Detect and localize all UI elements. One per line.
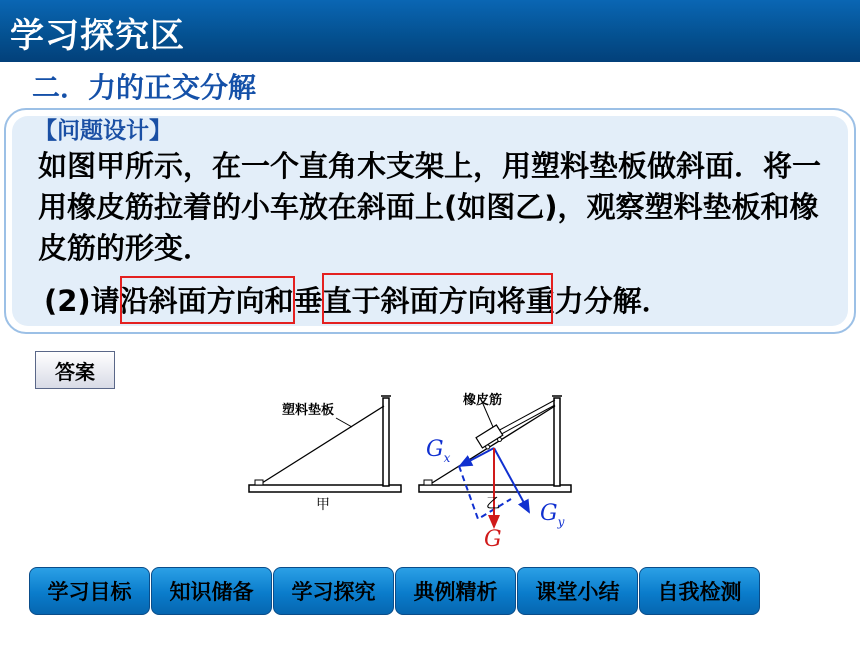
gy-label: $G_y$ [540, 501, 565, 529]
left-figure-label: 塑料垫板 [282, 403, 335, 418]
nav-examples-button[interactable]: 典例精析 [395, 567, 516, 615]
right-figure-label: 橡皮筋 [463, 393, 503, 408]
right-post [554, 398, 560, 486]
problem-label: 【问题设计】 [34, 118, 172, 144]
page-title: 学习探究区 [10, 16, 185, 56]
nav-summary-button[interactable]: 课堂小结 [517, 567, 638, 615]
left-leader-line [336, 418, 352, 427]
gravity-label: G [484, 527, 502, 552]
section-subtitle: 二．力的正交分解 [32, 71, 257, 104]
nav-learning-goals-button[interactable]: 学习目标 [29, 567, 150, 615]
problem-text: 如图甲所示，在一个直角木支架上，用塑料垫板做斜面．将一用橡皮筋拉着的小车放在斜面上(如图乙)，观察塑料垫板和橡皮筋的形变． [38, 149, 822, 265]
nav-knowledge-prep-button[interactable]: 知识储备 [151, 567, 272, 615]
left-base [249, 485, 401, 492]
figure-right [419, 392, 571, 552]
left-hinge [255, 480, 263, 485]
rubber-band [494, 400, 555, 433]
right-figure-caption: 乙 [486, 496, 500, 512]
answer-button[interactable]: 答案 [35, 351, 115, 389]
left-post [383, 398, 389, 486]
question-text: (2)请沿斜面方向和垂直于斜面方向将重力分解． [44, 284, 671, 318]
nav-learning-inquiry-button[interactable]: 学习探究 [273, 567, 394, 615]
gx-label: $G_x$ [426, 437, 451, 465]
left-figure-caption: 甲 [316, 497, 330, 513]
gx-arrow [460, 448, 494, 466]
right-hinge [424, 480, 432, 485]
bottom-nav [29, 567, 761, 615]
nav-self-test-button[interactable]: 自我检测 [639, 567, 760, 615]
figure-left [249, 396, 401, 513]
